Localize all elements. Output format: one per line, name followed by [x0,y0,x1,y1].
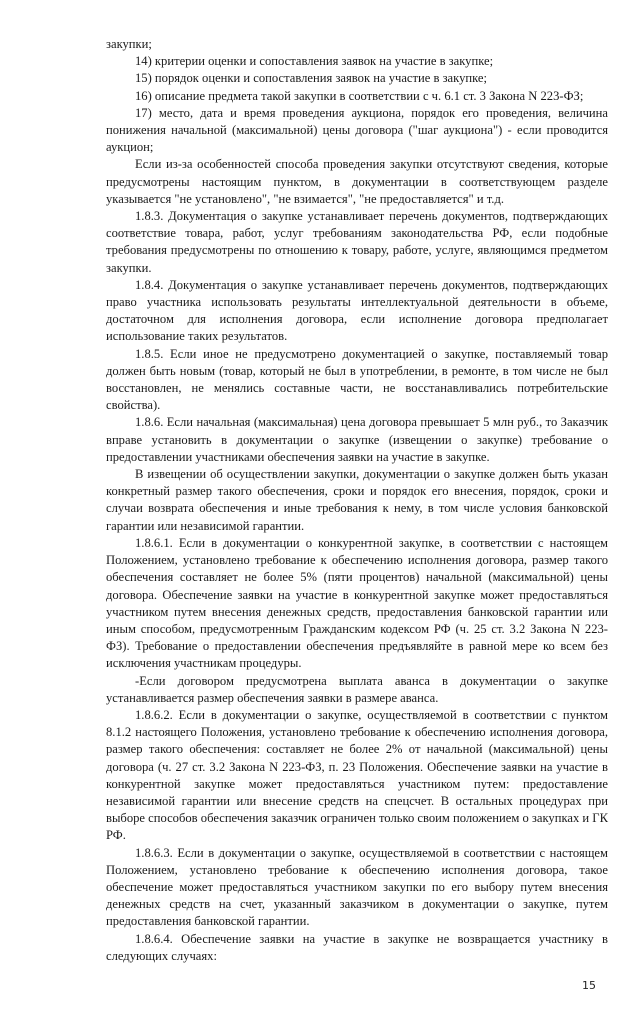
paragraph: 1.8.6. Если начальная (максимальная) цена договора превышает 5 млн руб., то Заказчик вправе установить в документации о закупке (извещении о закупке) требование о предоставлении участниками обеспечения заявки на участие в закупке. [106,415,608,464]
paragraph: В извещении об осуществлении закупки, документации о закупке должен быть указан конкретный размер такого обеспечения, сроки и порядок его внесения, порядок, сроки и случаи возврата обеспечения и иные требования к нему, в том числе условия банковской гарантии или независимой гарантии. [106,467,608,533]
paragraph: 1.8.6.3. Если в документации о закупке, осуществляемой в соответствии с настоящем Положением, установлено требование к обеспечению исполнения договора, такое обеспечение может предоставляться участником закупки по его выбору путем внесения денежных средств на счет, указанный заказчиком в документации о закупке, путем предоставления банковской гарантии. [106,845,608,929]
paragraph: 16) описание предмета такой закупки в соответствии с ч. 6.1 ст. 3 Закона N 223-ФЗ; [135,88,584,103]
paragraph: Если из-за особенностей способа проведения закупки отсутствуют сведения, которые предусмотрены настоящим пунктом, в документации в соответствующем разделе указывается "не установлено", "не взимается", "не предоставляется" и т.д. [106,157,608,206]
page-number: 15 [582,978,596,992]
paragraph: закупки; [106,37,152,51]
paragraph: 1.8.5. Если иное не предусмотрено документацией о закупке, поставляемый товар должен быть новым (товар, который не был в употреблении, в ремонте, в том числе не был восстановлен, не менялись составные части, не восстанавливались потребительские свойства). [106,346,608,413]
paragraph: -Если договором предусмотрена выплата аванса в документации о закупке устанавливается размер обеспечения заявки в размере аванса. [106,673,608,705]
paragraph: 1.8.4. Документация о закупке устанавливает перечень документов, подтверждающих право участника использовать результаты интеллектуальной деятельности в объеме, достаточном для исполнения договора, если исполнение договора предполагает использование таких результатов. [106,277,608,344]
paragraph: 1.8.3. Документация о закупке устанавливает перечень документов, подтверждающих соответствие товара, работ, услуг требованиям законодательства РФ, если подобные требования предусмотрены по отношению к товару, работе, услуге, являющимся предметом закупки. [106,209,608,275]
paragraph: 17) место, дата и время проведения аукциона, порядок его проведения, величина понижения начальной (максимальной) цены договора ("шаг аукциона") - если проводится аукцион; [106,105,608,155]
paragraph: 1.8.6.2. Если в документации о закупке, осуществляемой в соответствии с пунктом 8.1.2 настоящего Положения, установлено требование к обеспечению исполнения договора, размер такого обеспечения: составляет не более 2% от начальной (максимальной) цены договора (ч. 27 ст. 3.2 Закона N 223-ФЗ, п. 23 Положения. Обеспечение заявки на участие в конкурентной закупке может предоставляться участником путем: предоставление независимой гарантии или внесение средств на спецсчет. В остальных процедурах при выборе способов обеспечения заказчик ограничен только своим положением о закупках и ГК РФ. [106,707,608,843]
paragraph: 1.8.6.4. Обеспечение заявки на участие в закупке не возвращается участнику в следующих случаях: [106,931,608,963]
paragraph: 14) критерии оценки и сопоставления заявок на участие в закупке; [135,54,494,69]
document-body [106,36,608,965]
paragraph: 1.8.6.1. Если в документации о конкурентной закупке, в соответствии с настоящем Положением, установлено требование к обеспечению исполнения договора, размер такого обеспечения составляет не более 5% (пяти процентов) начальной (максимальной) цены договора. Обеспечение заявки на участие в конкурентной закупке может предоставляться участником путем внесения денежных средств, предоставления банковской гарантии или иным способом, предусмотренным Гражданским кодексом РФ (ч. 25 ст. 3.2 Закона N 223-ФЗ). Требование о предоставлении обеспечения предъявляйте в равной мере ко всем без исключения участникам процедуры. [106,535,608,671]
paragraph: 15) порядок оценки и сопоставления заявок на участие в закупке; [135,71,488,86]
